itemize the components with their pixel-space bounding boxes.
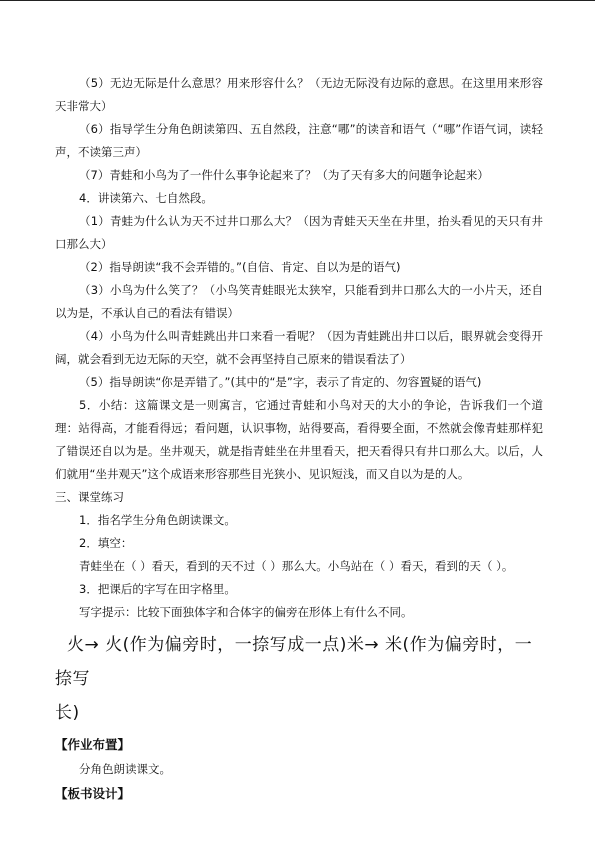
practice-item: 2．填空： xyxy=(79,536,133,550)
practice-item: 3．把课后的字写在田字格里。 xyxy=(79,582,236,596)
document-body xyxy=(55,72,543,807)
radical-comparison-line: 火→ 火(作为偏旁时，一捺写成一点)米→ 米(作为偏旁时，一捺写 xyxy=(55,635,533,689)
section-heading-practice: 三、课堂练习 xyxy=(55,490,124,504)
summary-paragraph: 5．小结：这篇课文是一则寓言，它通过青蛙和小鸟对天的大小的争论，告诉我们一个道理：站得高，才能看得远；看问题，认识事物，站得要高，看得要全面，不然就会像青蛙那样犯了错误还自以为是。坐井观天，就是指青蛙坐在井里看天，把天看得只有井口那么大。以后，人们就用“坐井观天”这个成语来形容那些目光狭小、见识短浅，而又自以为是的人。 xyxy=(55,398,543,481)
paragraph: （7）青蛙和小鸟为了一件什么事争论起来了？（为了天有多大的问题争论起来） xyxy=(79,168,489,182)
page-top-rule xyxy=(0,0,595,1)
paragraph: （5）指导朗读“你是弄错了。”(其中的“是”字，表示了肯定的、勿容置疑的语气) xyxy=(79,375,482,389)
paragraph: （3）小鸟为什么笑了？（小鸟笑青蛙眼光太狭窄，只能看到井口那么大的一小片天，还自以为是，不承认自己的看法有错误） xyxy=(55,283,543,320)
paragraph: （4）小鸟为什么叫青蛙跳出井口来看一看呢？（因为青蛙跳出井口以后，眼界就会变得开阔，就会看到无边无际的天空，就不会再坚持自己原来的错误看法了） xyxy=(55,329,543,366)
paragraph: （2）指导朗读“我不会弄错的。”(自信、肯定、自以为是的语气) xyxy=(79,260,401,274)
paragraph: 4．讲读第六、七自然段。 xyxy=(79,191,213,205)
practice-item: 1．指名学生分角色朗读课文。 xyxy=(79,513,236,527)
homework-text: 分角色朗读课文。 xyxy=(79,762,171,776)
radical-comparison-line-end: 长) xyxy=(55,703,80,723)
paragraph: （1）青蛙为什么认为天不过井口那么大？（因为青蛙天天坐在井里，抬头看见的天只有井口那么大） xyxy=(55,214,543,251)
blackboard-design-heading: 【板书设计】 xyxy=(55,786,131,801)
fill-blank-text: 青蛙坐在（ ）看天，看到的天不过（ ）那么大。小鸟站在（ ）看天，看到的天（ ）。 xyxy=(79,559,514,573)
homework-heading: 【作业布置】 xyxy=(55,737,131,752)
paragraph: （5）无边无际是什么意思？用来形容什么？（无边无际没有边际的意思。在这里用来形容天非常大） xyxy=(55,76,543,113)
writing-tip: 写字提示：比较下面独体字和合体字的偏旁在形体上有什么不同。 xyxy=(79,605,413,619)
paragraph: （6）指导学生分角色朗读第四、五自然段，注意“哪”的读音和语气（“哪”作语气词，读轻声，不读第三声） xyxy=(55,122,543,159)
